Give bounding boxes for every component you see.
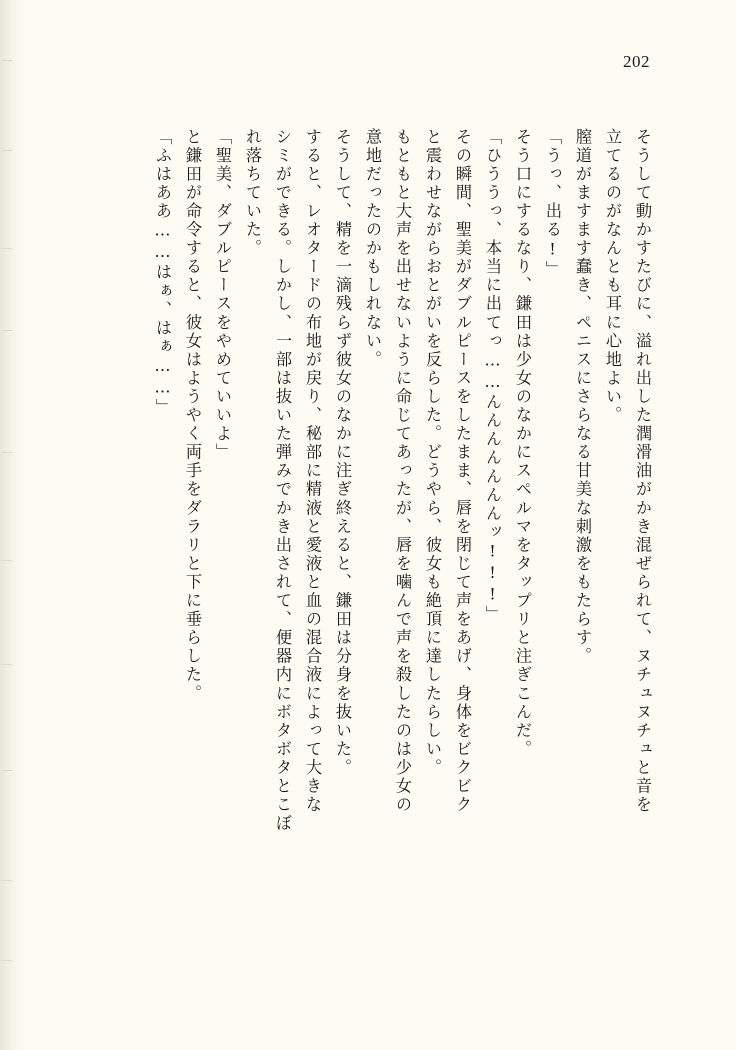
text-column: すると、レオタードの布地が戻り、秘部に精液と愛液と血の混合液によって大きな: [303, 128, 322, 815]
text-column: 立てるのがなんとも耳に心地よい。: [603, 128, 622, 425]
text-column: と鎌田が命令すると、彼女はようやく両手をダラリと下に垂らした。: [183, 128, 202, 704]
scan-edge-marks: [2, 0, 14, 1050]
text-column: そうして、精を一滴残らず彼女のなかに注ぎ終えると、鎌田は分身を抜いた。: [333, 128, 352, 778]
text-column: 膣道がますます蠢き、ペニスにさらなる甘美な刺激をもたらす。: [573, 128, 592, 666]
text-column: 「うっ、出る!」: [543, 128, 562, 280]
text-column: と震わせながらおとがいを反らした。どうやら、彼女も絶頂に達したらしい。: [423, 128, 442, 778]
text-column: もともと大声を出せないように命じてあったが、唇を噛んで声を殺したのは少女の: [393, 128, 412, 815]
text-column: 「ふはああ……はぁ、はぁ……」: [153, 128, 172, 418]
text-column: そう口にするなり、鎌田は少女のなかにスペルマをタップリと注ぎこんだ。: [513, 128, 532, 759]
page-gutter-shading: [0, 0, 26, 1050]
text-column: 意地だったのかもしれない。: [363, 128, 382, 370]
text-column: シミができる。しかし、一部は抜いた弾みでかき出されて、便器内にボタボタとこぼ: [273, 128, 292, 833]
text-column: そうして動かすたびに、溢れ出した潤滑油がかき混ぜられて、ヌチュヌチュと音を: [633, 128, 652, 815]
body-text-vertical: [86, 128, 650, 928]
page-number: 202: [623, 52, 650, 71]
text-column: 「ひううっ、本当に出てっ……んんんんんんんッ!!!」: [483, 128, 502, 625]
text-column: その瞬間、聖美がダブルピースをしたまま、唇を閉じて声をあげ、身体をビクビク: [453, 128, 472, 815]
text-column: れ落ちていた。: [243, 128, 262, 258]
text-column: 「聖美、ダブルピースをやめていいよ」: [213, 128, 232, 462]
